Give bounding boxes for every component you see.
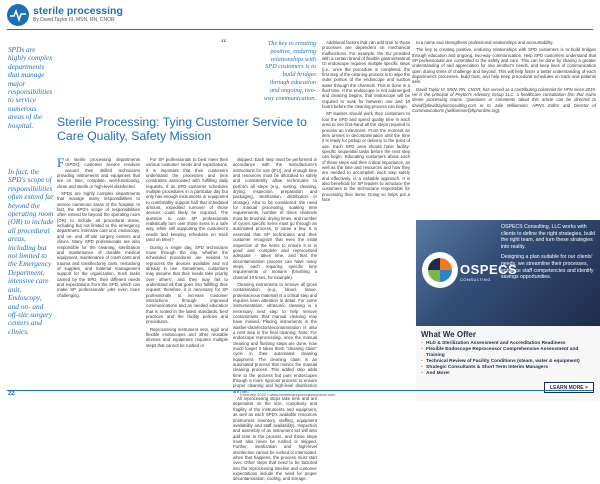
what-we-offer-heading: What We Offer: [421, 330, 476, 339]
ospecs-advertisement: [416, 220, 600, 401]
ospecs-logo: [422, 252, 518, 298]
ad-brand: OSPECS: [460, 262, 518, 277]
article-column-5: [412, 40, 596, 115]
headline-wrap: [57, 116, 322, 143]
paragraph: skipped. Each step must be performed in accordance with the manufacturer's instructions for use (IFU), and enough time and resources must be allocated to safely and consistently allow technicians to perform all steps (e.g., sorting, cleaning, drying, inspection, preparation and packaging, sterilization, distribution or storage). Also to be considered: the need for manual processing, soaking time requirements, number of times channels must be brushed, drying times, and number of cycles specific items must go through an automated process, to name a few. It is essential that SP technicians and their customer recognize that even the initial inspection of the items to ensure it is in good and complete and reprocessed adequate - takes time, and that the decontamination process can have many steps, each requiring specific time requirements or motions (brushing a channel 10 times, for example).: [233, 157, 317, 280]
sidebar-pull-quotes-2: [8, 168, 54, 336]
drop-cap: F: [57, 155, 65, 170]
paragraph: SP leaders should work their customers to tour the SPD and spend quality time in each area to see first-hand all the steps required to process an instrument. From the moment an item arrives in decontamination until the time it is ready for pickup or delivery to the point of use. Each SPD area should have facility-specific sequential tasks before the next step can begin. Educating customers about each of these steps and their critical importance, as well as the time and resources and how they are needed to accomplish each step safely and effectively, is a valuable approach. It is also beneficial for SP leaders to introduce the customers to the technicians responsible for processing their items. Doing so helps put a face: [322, 111, 410, 202]
paragraph: For sterile processing departments (SPDs), customer service revolves around their skilled technicians providing instruments and equipment that are on time, complete, well-functioning, clean and sterile or high-level disinfected.: [57, 155, 140, 189]
list-item: • And More!: [421, 371, 597, 377]
list-item: • Technical Review of Facility Conditions (steam, water & equipment): [421, 359, 597, 365]
learn-more-button[interactable]: LEARN MORE >: [544, 382, 594, 393]
ad-copy-1: OSPECS Consulting, LLC works with clients to define the right strategies, build the right team, and turn these strategies into reality.: [501, 224, 596, 250]
paragraph: to a name and strengthens professional relationships and accountability.: [416, 40, 554, 45]
header-rule: [7, 29, 593, 30]
sidebar-pull-quotes: [8, 46, 54, 130]
footer-text: February 2022 • www.healthcarepurchasingnews.com: [240, 392, 336, 397]
section-title: sterile processing: [33, 5, 123, 17]
pulse-logo-icon: [7, 4, 29, 26]
article-column-2: [146, 157, 228, 350]
page-number: 22: [8, 391, 15, 397]
paragraph: SPDs are highly complex departments that manage many responsibilities to service numerous areas of the hospital. In fact, the SPD's scope of responsibilities often extend far beyond the operating room (OR) to include all procedural areas, including but not limited to the emergency department, intensive care unit, endoscopy, and on- and off-site surgery centers and clinics. Many SPD professionals are also responsible for the cleaning, sterilization and maintenance of durable medical equipment, maintenance of crash carts and trauma and tonsillectomy carts, restocking of supplies, and material management support for the organization. Such tasks carried by the SPD, their different needs and expectations from the SPD, which can make SP professionals' jobs even more challenging.: [57, 191, 140, 298]
paragraph: Additional factors that can add time to these processes are dependent on mechanical malfunctions. For example, the SU provided with a certain brand of flexible gastrointestinal GI endoscope requires multiple specific steps (i.e., once the procedure is completed, the first step of the cleaning process is to wipe the outer portion of the endoscope and suction water through the channels. This is done in a fluid time. If the endoscope is not submerged and cleaning begins, that endoscope will be required to soak for between one and 10 hours before the cleaning process can begin.: [322, 40, 410, 110]
ad-brand-sub: CONSULTING: [460, 277, 491, 282]
paragraph: For SP professionals to best meet their various customer needs and expectations, it is important that their customers understand the processes and time constraints associated with fulfilling daily requests. If an SPD customer schedules multiple procedures in a particular day but only has enough instruments or equipment to comfortably support half that scheduled amount, expedited turnover of those devices could likely be required. The question to care SP professionals realistically turn over those items in a safe way, while still supporting the customer's needs and keeping schedules on track (and on time)?: [146, 157, 228, 243]
author-bio: David Taylor III, MSN, RN, CNOR, has served as a contributing columnist for HPN since 2019. He is the principal of Peyton's Advisory Group LLC, a healthcare consultation firm that trains sterile processing teams. Questions or comments about this article can be directed to david@davidtaylorconsulting.com or to Julie Williamson, HPN's Editor and Director of Communications (jwilliamson@hpnonline.org).: [412, 86, 596, 114]
list-item: • HLD & Sterilization Assessment and Accreditation Readiness: [421, 341, 597, 347]
pull-quote: SPDs are highly complex departments that manage major responsibilities to service numerous areas of the hospital.: [8, 45, 53, 130]
paragraph: All reprocessing steps take time and are dependent on the size, complexity and fragility of the instruments and equipment, as well as each SPD's available resources (instrument inventory, staffing, equipment availability and staff availability). Inspection and assembly of an instrument set will also add time to the process, and these steps must also never be rushed or skipped. Further, sterilization and high-level disinfection cannot be rushed or interrupted, when that happens, the process must start over. Other steps that need to be factored into the reprocessing timeline and customer expectations include the need for proper decontamination, cooling, and storage.: [233, 396, 317, 482]
ad-top-panel: [416, 220, 600, 326]
paragraph: The key to creating positive, enduring relationships with SPD customers is to build bridges through education and ongoing, two-way communication. Help SPD customers understand that SP professionals are committed to the safety and care. This can be done by sharing a greater understanding of and appreciation for one another's needs, and keep lines of communication open during times of challenge and beyond. This will help foster a better understanding of each department's processes, build trust, and help keep procedural schedules on track and patients safe.: [412, 47, 596, 85]
footer-rule: [7, 390, 593, 391]
article-headline: Sterile Processing: Tying Customer Service to Care Quality, Safety Mission: [57, 115, 307, 143]
ospecs-logo-icon: [422, 252, 458, 288]
list-item: • Strategic Consultants & Short Term Interim Managers: [421, 365, 597, 371]
ad-copy-2: Designing a plan suitable for our clients' needs, we streamline their processes, enhance staff competencies and identify savings opportunities.: [501, 254, 594, 281]
quote-mark-icon: “: [221, 36, 227, 50]
offer-list: [421, 341, 597, 377]
pull-quote: In fact, the SPD's scope of responsibilities often extend far beyond the operating room (OR) to include all procedural areas, including but not limited to the Emergency Department, intensive care unit, Endoscopy, and on- and off-site surgery centers and clinics.: [8, 167, 54, 336]
byline: By David Taylor III, MSN, RN, CNOR: [33, 17, 115, 23]
page-header: [0, 0, 600, 30]
paragraph: Cleaning instruments to remove all gross contamination (e.g., blood, tissue, proteinaceous material) is a critical step and requires keen attention to detail. For some instrumentation, ultrasonic cleaning is a necessary next step to help remove contaminants that manual cleaning may have missed. Placing instruments in the washer-disinfector/decontamination is also a next step in the final cleaning. Note: For endoscope reprocessing, once the manual cleaning and flushing steps are done, how much longer it takes them "cleaning claim" cycle in their automated cleaning equipment. The cleaning claim is an automated process that mimics the manual cleaning process. This added step adds time to the process but puts endoscopes through a more rigorous process to ensure proper cleaning and high-level disinfection are met.: [233, 281, 317, 394]
mid-pull-quote: The key to creating positive, enduring relationships with SPD customers is to build bridges through education and ongoing, two-way communication.: [263, 40, 316, 102]
paragraph: During a single day, SPD technicians move through the day, whether the scheduled procedures are needed to reprocess the devices available and not already in use. Sometimes, customers may assume that their needs take priority over others', and they may fail to understand all that goes into fulfilling their request; therefore, it is necessary for SP professionals to increase customer interactions through improved communications and as needed education that is rooted in the latest standards, best practices and the facility policies and procedures.: [146, 244, 228, 325]
article-column-4: [322, 40, 410, 204]
list-item: • Flexible Endoscope Reprocessor Comprehensive Assessment and Training: [421, 347, 597, 359]
article-column-1: [57, 157, 140, 300]
article-column-3: [233, 157, 317, 484]
paragraph: Reprocessing instrument sets, rigid and flexible endoscopes and other reusable devices and equipment requires multiple steps that cannot be rushed or: [146, 326, 228, 348]
